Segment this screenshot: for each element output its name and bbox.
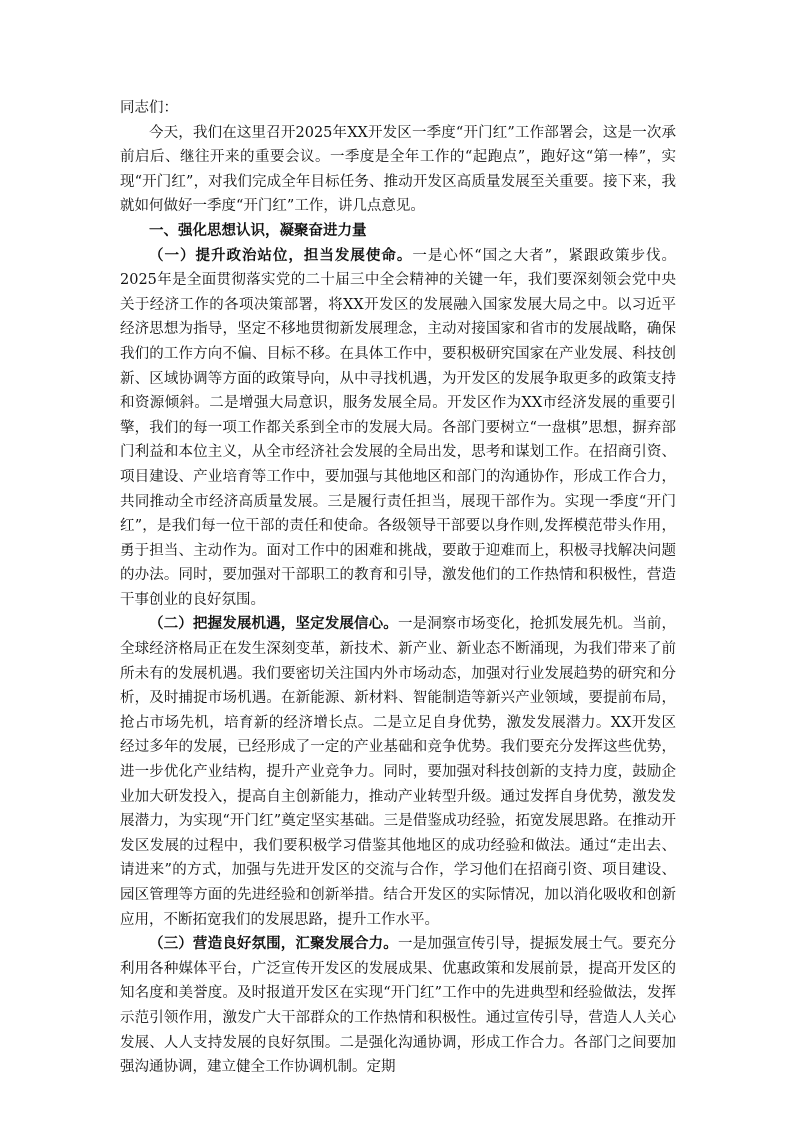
item-2-paragraph xyxy=(120,612,676,932)
item-1-title: （一）提升政治站位，担当发展使命。 xyxy=(149,246,413,264)
item-3-title: （三）营造良好氛围，汇聚发展合力。 xyxy=(149,935,398,953)
intro-paragraph: 今天，我们在这里召开2025年XX开发区一季度“开门红”工作部署会，这是一次承前启后、继往开来的重要会议。一季度是全年工作的“起跑点”，跑好这“第一棒”，实现“开门红”，对我们完成全年目标任务、推动开发区高质量发展至关重要。接下来，我就如何做好一季度“开门红”工作，讲几点意见。 xyxy=(120,124,676,215)
item-1-body: 一是心怀“国之大者”，紧跟政策步伐。2025年是全面贯彻落实党的二十届三中全会精神的关键一年，我们要深刻领会党中央关于经济工作的各项决策部署，将XX开发区的发展融入国家发展大局之中。以习近平经济思想为指导，坚定不移地贯彻新发展理念，主动对接国家和省市的发展战略，确保我们的工作方向不偏、目标不移。在具体工作中，要积极研究国家在产业发展、科技创新、区域协调等方面的政策导向，从中寻找机遇，为开发区的发展争取更多的政策支持和资源倾斜。二是增强大局意识，服务发展全局。开发区作为XX市经济发展的重要引擎，我们的每一项工作都关系到全市的发展大局。各部门要树立“一盘棋”思想，摒弃部门利益和本位主义，从全市经济社会发展的全局出发，思考和谋划工作。在招商引资、项目建设、产业培育等工作中，要加强与其他地区和部门的沟通协作，形成工作合力，共同推动全市经济高质量发展。三是履行责任担当，展现干部作为。实现一季度“开门红”，是我们每一位干部的责任和使命。各级领导干部要以身作则,发挥模范带头作用，勇于担当、主动作为。面对工作中的困难和挑战，要敢于迎难而上，积极寻找解决问题的办法。同时，要加强对干部职工的教育和引导，激发他们的工作热情和积极性，营造干事创业的良好氛围。 xyxy=(120,247,677,608)
item-2-body: 一是洞察市场变化，抢抓发展先机。当前，全球经济格局正在发生深刻变革，新技术、新产业、新业态不断涌现，为我们带来了前所未有的发展机遇。我们要密切关注国内外市场动态，加强对行业发展趋势的研究和分析，及时捕捉市场机遇。在新能源、新材料、智能制造等新兴产业领域，要提前布局，抢占市场先机，培育新的经济增长点。二是立足自身优势，激发发展潜力。XX开发区经过多年的发展，已经形成了一定的产业基础和竞争优势。我们要充分发挥这些优势，进一步优化产业结构，提升产业竞争力。同时，要加强对科技创新的支持力度，鼓励企业加大研发投入，提高自主创新能力，推动产业转型升级。通过发挥自身优势，激发发展潜力，为实现“开门红”奠定坚实基础。三是借鉴成功经验，拓宽发展思路。在推动开发区发展的过程中，我们要积极学习借鉴其他地区的成功经验和做法。通过“走出去、请进来”的方式，加强与先进开发区的交流与合作，学习他们在招商引资、项目建设、园区管理等方面的先进经验和创新举措。结合开发区的实际情况，加以消化吸收和创新应用，不断拓宽我们的发展思路，提升工作水平。 xyxy=(120,616,677,928)
section-1-heading: 一、强化思想认识，凝聚奋进力量 xyxy=(149,221,367,239)
document-page xyxy=(120,96,676,1080)
salutation: 同志们： xyxy=(120,100,178,116)
item-2-title: （二）把握发展机遇，坚定发展信心。 xyxy=(149,615,398,633)
item-3-paragraph xyxy=(120,932,676,1080)
item-1-paragraph xyxy=(120,244,676,613)
item-3-body: 一是加强宣传引导，提振发展士气。要充分利用各种媒体平台，广泛宣传开发区的发展成果、优惠政策和发展前景，提高开发区的知名度和美誉度。及时报道开发区在实现“开门红”工作中的先进典型和经验做法，发挥示范引领作用，激发广大干部群众的工作热情和积极性。通过宣传引导，营造人人关心发展、人人支持发展的良好氛围。二是强化沟通协调，形成工作合力。各部门之间要加强沟通协调，建立健全工作协调机制。定期 xyxy=(120,936,677,1076)
